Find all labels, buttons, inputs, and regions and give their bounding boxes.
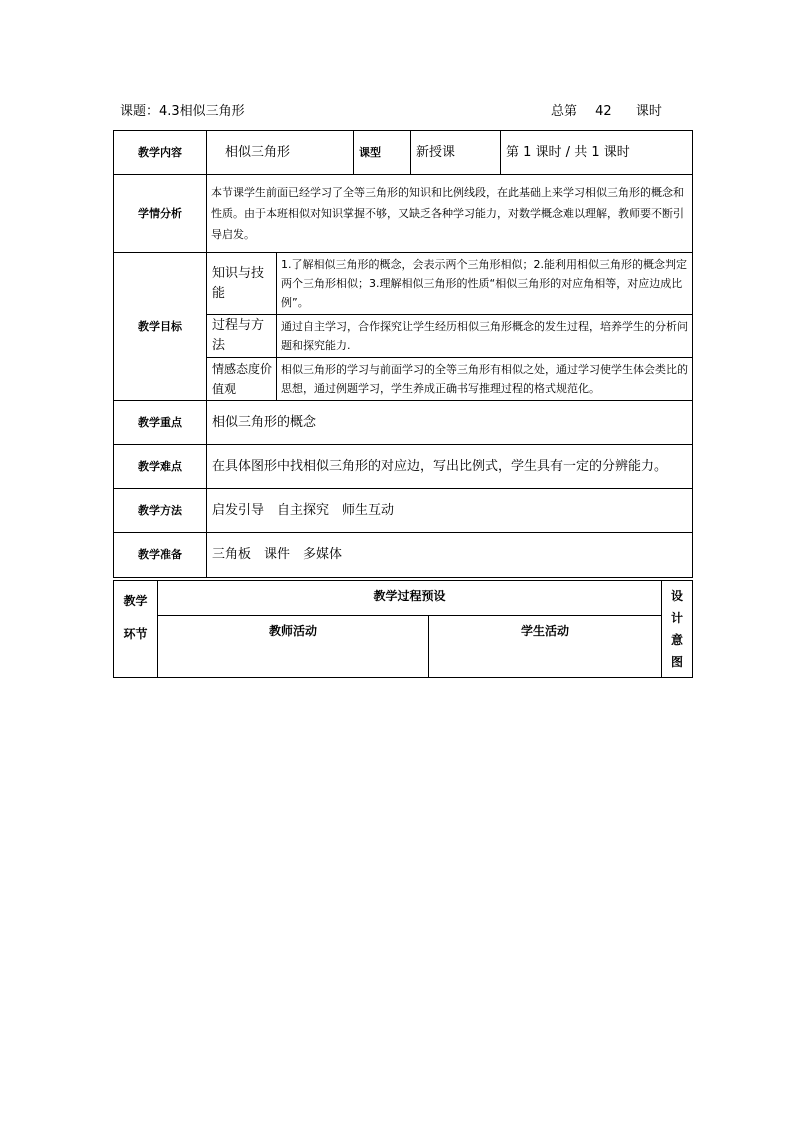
objective-1-text: 1.了解相似三角形的概念，会表示两个三角形相似；2.能利用相似三角形的概念判定两个三角形相似；3.理解相似三角形的性质“相似三角形的对应角相等，对应边成比例”。 (277, 253, 693, 315)
analysis-text: 本节课学生前面已经学习了全等三角形的知识和比例线段，在此基础上来学习相似三角形的概念和性质。由于本班相似对知识掌握不够，又缺乏各种学习能力，对数学概念难以理解，教师要不断引导启发。 (207, 175, 693, 253)
method-text: 启发引导 自主探究 师生互动 (207, 489, 693, 533)
process-activity-row (114, 616, 693, 678)
process-table (113, 580, 693, 678)
type-value: 新授课 (411, 131, 501, 175)
period-value: 第 1 课时 / 共 1 课时 (501, 131, 693, 175)
design-char-3: 意 (671, 633, 684, 647)
teacher-activity-label: 教师活动 (158, 616, 429, 678)
design-label (662, 581, 693, 678)
stage-label-line-2: 环节 (123, 627, 148, 641)
method-label: 教学方法 (114, 489, 207, 533)
stage-label-line-1: 教学 (123, 594, 148, 608)
objective-2-text: 通过自主学习，合作探究让学生经历相似三角形概念的发生过程，培养学生的分析问题和探究能力. (277, 315, 693, 358)
row-method (114, 489, 693, 533)
objective-3-name: 情感态度价值观 (207, 358, 277, 401)
type-label: 课型 (354, 131, 411, 175)
preparation-label: 教学准备 (114, 533, 207, 578)
process-header-row (114, 581, 693, 616)
objective-1-name: 知识与技能 (207, 253, 277, 315)
row-objective-1 (114, 253, 693, 315)
analysis-label: 学情分析 (114, 175, 207, 253)
lesson-count (551, 100, 662, 119)
row-key-point (114, 401, 693, 445)
design-char-4: 图 (671, 655, 684, 669)
preset-label: 教学过程预设 (158, 581, 662, 616)
content-value: 相似三角形 (207, 131, 354, 175)
student-activity-label: 学生活动 (429, 616, 662, 678)
total-label: 总第 (551, 104, 578, 119)
total-number: 42 (595, 104, 612, 119)
preparation-text: 三角板 课件 多媒体 (207, 533, 693, 578)
row-difficulty (114, 445, 693, 489)
lesson-title: 课题：4.3相似三角形 (120, 104, 245, 119)
lesson-plan-table (113, 130, 693, 578)
stage-label (114, 581, 158, 678)
difficulty-label: 教学难点 (114, 445, 207, 489)
design-char-2: 计 (671, 611, 684, 625)
row-content (114, 131, 693, 175)
objective-2-name: 过程与方法 (207, 315, 277, 358)
objectives-label: 教学目标 (114, 253, 207, 401)
key-point-text: 相似三角形的概念 (207, 401, 693, 445)
objective-3-text: 相似三角形的学习与前面学习的全等三角形有相似之处，通过学习使学生体会类比的思想，通过例题学习，学生养成正确书写推理过程的格式规范化。 (277, 358, 693, 401)
row-preparation (114, 533, 693, 578)
difficulty-text: 在具体图形中找相似三角形的对应边，写出比例式，学生具有一定的分辨能力。 (207, 445, 693, 489)
key-point-label: 教学重点 (114, 401, 207, 445)
row-analysis (114, 175, 693, 253)
design-char-1: 设 (671, 589, 684, 603)
lesson-unit: 课时 (635, 104, 662, 119)
content-label: 教学内容 (114, 131, 207, 175)
